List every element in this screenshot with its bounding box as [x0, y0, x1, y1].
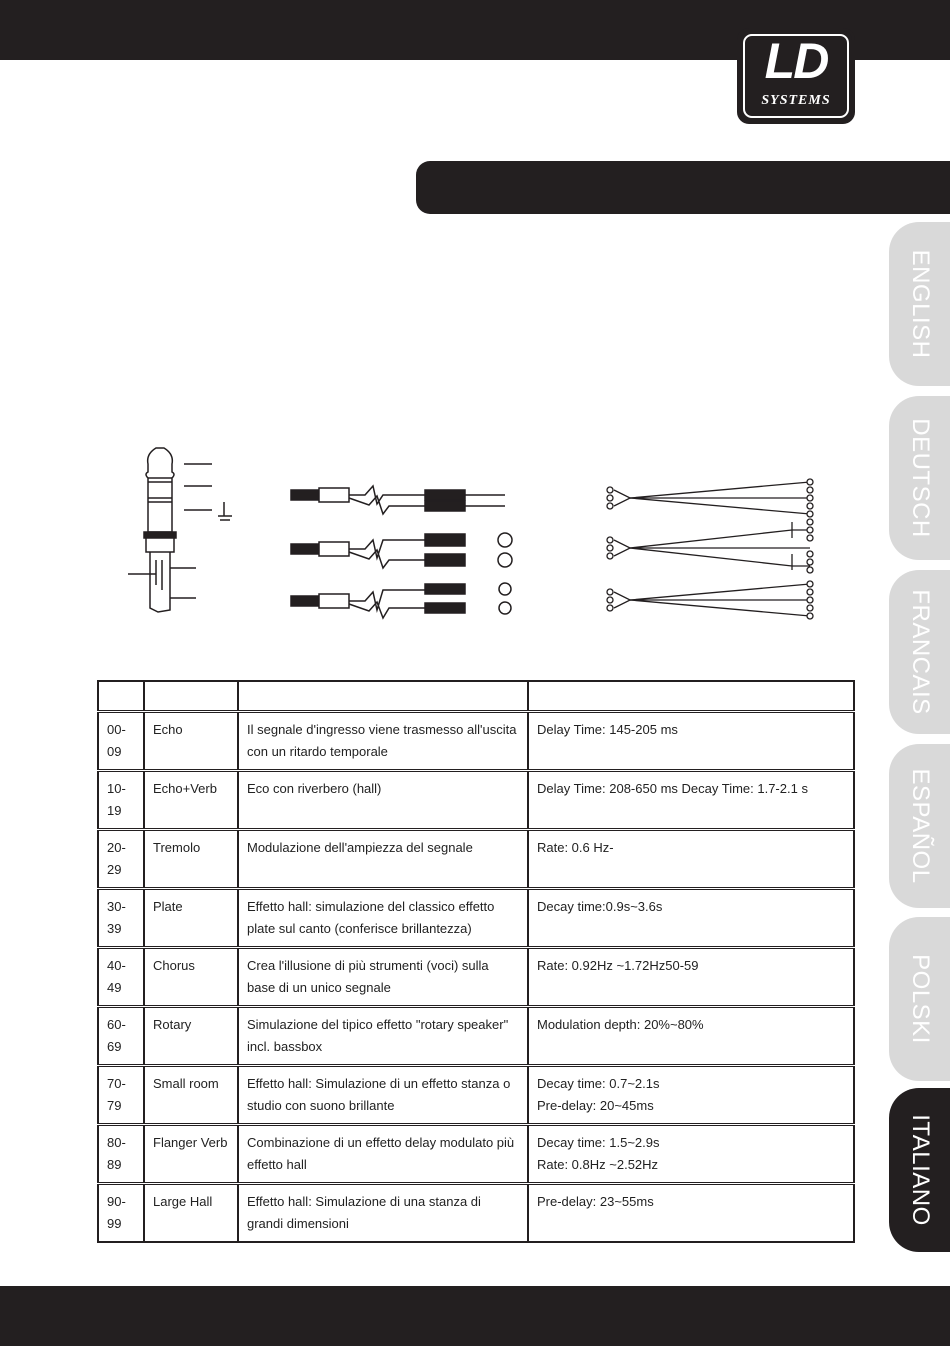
effect-param-line: Pre-delay: 20~45ms — [537, 1098, 654, 1113]
effect-name-cell: Chorus — [144, 948, 238, 1007]
effect-params-cell — [528, 1007, 854, 1066]
tab-label: ITALIANO — [906, 1114, 934, 1226]
effect-description-cell: Modulazione dell'ampiezza del segnale — [238, 830, 528, 889]
wiring-diagram — [600, 470, 820, 620]
effect-name-cell: Large Hall — [144, 1184, 238, 1243]
ld-systems-logo — [737, 28, 855, 124]
effect-range-cell: 90-99 — [98, 1184, 144, 1243]
effect-params-cell — [528, 771, 854, 830]
tab-label: FRANCAIS — [906, 589, 934, 715]
section-title-band — [416, 161, 950, 214]
header-cell — [238, 681, 528, 712]
effect-param-line: Decay time:0.9s~3.6s — [537, 899, 663, 914]
effect-params-cell — [528, 1125, 854, 1184]
table-header-row — [98, 681, 854, 712]
effect-range-cell: 70-79 — [98, 1066, 144, 1125]
effect-description-cell: Effetto hall: Simulazione di una stanza di grandi dimensioni — [238, 1184, 528, 1243]
effect-name-cell: Flanger Verb — [144, 1125, 238, 1184]
tab-english[interactable] — [889, 222, 950, 386]
effect-params-cell — [528, 948, 854, 1007]
effect-param-line: Decay time: 1.5~2.9s — [537, 1135, 660, 1150]
effect-range-cell: 80-89 — [98, 1125, 144, 1184]
effect-description-cell: Combinazione di un effetto delay modulato più effetto hall — [238, 1125, 528, 1184]
effect-name-cell: Echo — [144, 712, 238, 771]
effect-description-cell: Il segnale d'ingresso viene trasmesso all'uscita con un ritardo temporale — [238, 712, 528, 771]
effect-range-cell: 20-29 — [98, 830, 144, 889]
table-row — [98, 1007, 854, 1066]
effect-range-cell: 10-19 — [98, 771, 144, 830]
effect-params-cell — [528, 1066, 854, 1125]
table-row — [98, 1184, 854, 1243]
effect-param-line: Delay Time: 208-650 ms Decay Time: 1.7-2.1 s — [537, 781, 808, 796]
header-cell — [528, 681, 854, 712]
effect-description-cell: Effetto hall: Simulazione di un effetto stanza o studio con suono brillante — [238, 1066, 528, 1125]
effect-name-cell: Rotary — [144, 1007, 238, 1066]
effects-table — [97, 680, 855, 1243]
tab-italiano[interactable] — [889, 1088, 950, 1252]
table-row — [98, 889, 854, 948]
table-row — [98, 771, 854, 830]
tab-espanol[interactable] — [889, 744, 950, 908]
table-row — [98, 948, 854, 1007]
effect-params-cell — [528, 712, 854, 771]
table-row — [98, 712, 854, 771]
effect-name-cell: Tremolo — [144, 830, 238, 889]
cable-connectors-diagram — [285, 470, 525, 620]
effect-param-line: Decay time: 0.7~2.1s — [537, 1076, 660, 1091]
effect-description-cell: Eco con riverbero (hall) — [238, 771, 528, 830]
effect-param-line: Modulation depth: 20%~80% — [537, 1017, 704, 1032]
table-row — [98, 1066, 854, 1125]
effect-description-cell: Effetto hall: simulazione del classico effetto plate sul canto (conferisce brillantezza) — [238, 889, 528, 948]
tab-francais[interactable] — [889, 570, 950, 734]
effect-param-line: Delay Time: 145-205 ms — [537, 722, 678, 737]
effect-params-cell — [528, 1184, 854, 1243]
effect-param-line: Pre-delay: 23~55ms — [537, 1194, 654, 1209]
tab-polski[interactable] — [889, 917, 950, 1081]
table-row — [98, 1125, 854, 1184]
effect-param-line: Rate: 0.92Hz ~1.72Hz50-59 — [537, 958, 699, 973]
tab-label: DEUTSCH — [906, 418, 934, 538]
effect-param-line: Rate: 0.8Hz ~2.52Hz — [537, 1157, 659, 1172]
footer-bar — [0, 1286, 950, 1346]
effect-name-cell: Small room — [144, 1066, 238, 1125]
tab-label: ENGLISH — [906, 249, 934, 359]
effect-description-cell: Crea l'illusione di più strumenti (voci) sulla base di un unico segnale — [238, 948, 528, 1007]
effect-param-line: Rate: 0.6 Hz- — [537, 840, 614, 855]
stereo-jack-diagram — [120, 440, 260, 615]
effect-range-cell: 30-39 — [98, 889, 144, 948]
effect-description-cell: Simulazione del tipico effetto "rotary speaker" incl. bassbox — [238, 1007, 528, 1066]
effect-name-cell: Echo+Verb — [144, 771, 238, 830]
effect-name-cell: Plate — [144, 889, 238, 948]
effect-range-cell: 00-09 — [98, 712, 144, 771]
tab-deutsch[interactable] — [889, 396, 950, 560]
effect-params-cell — [528, 889, 854, 948]
tab-label: POLSKI — [906, 954, 934, 1044]
table-row — [98, 830, 854, 889]
header-cell — [144, 681, 238, 712]
effect-range-cell: 60-69 — [98, 1007, 144, 1066]
effect-range-cell: 40-49 — [98, 948, 144, 1007]
tab-label: ESPAÑOL — [906, 768, 934, 884]
logo-subtext: SYSTEMS — [761, 93, 831, 108]
logo-text: LD — [764, 33, 828, 89]
header-cell — [98, 681, 144, 712]
effect-params-cell — [528, 830, 854, 889]
